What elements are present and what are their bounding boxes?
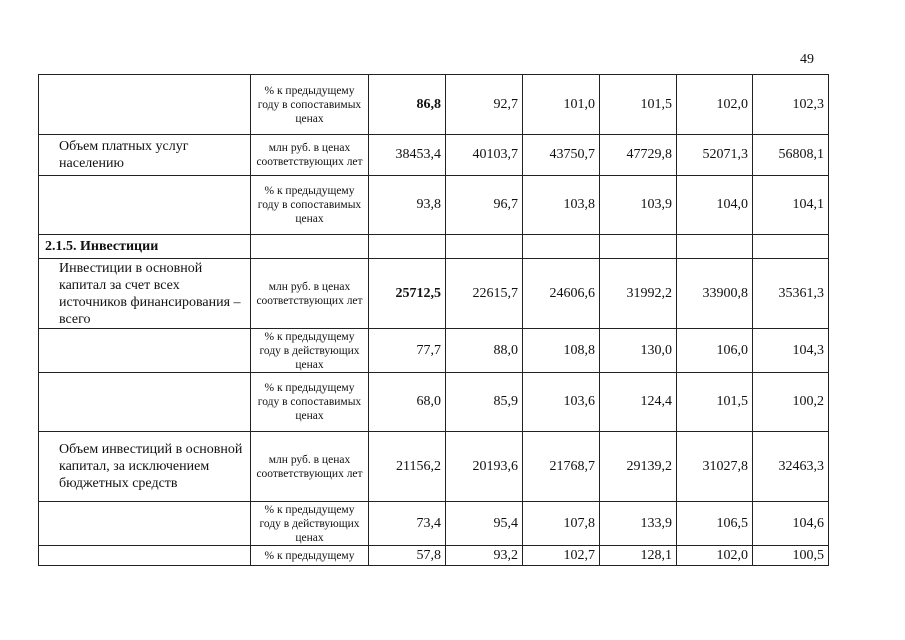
value-cell: 101,5 <box>677 373 753 432</box>
value-cell: 95,4 <box>446 502 523 546</box>
value-cell: 32463,3 <box>753 432 829 502</box>
unit-cell <box>251 235 369 259</box>
value-cell: 101,5 <box>600 75 677 135</box>
table-row <box>39 259 829 329</box>
value-cell: 56808,1 <box>753 135 829 176</box>
value-cell: 100,2 <box>753 373 829 432</box>
value-cell: 31027,8 <box>677 432 753 502</box>
value-cell: 86,8 <box>369 75 446 135</box>
value-cell: 52071,3 <box>677 135 753 176</box>
value-cell: 22615,7 <box>446 259 523 329</box>
value-cell: 101,0 <box>523 75 600 135</box>
value-cell: 93,2 <box>446 546 523 566</box>
value-cell: 33900,8 <box>677 259 753 329</box>
indicator-name: Объем платных услуг населению <box>59 139 189 171</box>
value-cell: 88,0 <box>446 329 523 373</box>
indicator-name-cell <box>39 75 251 135</box>
value-cell: 57,8 <box>369 546 446 566</box>
value-cell: 106,5 <box>677 502 753 546</box>
value-cell <box>446 235 523 259</box>
value-cell: 20193,6 <box>446 432 523 502</box>
value-cell: 77,7 <box>369 329 446 373</box>
value-cell: 40103,7 <box>446 135 523 176</box>
indicator-name-cell <box>39 373 251 432</box>
table-row <box>39 373 829 432</box>
unit-cell: млн руб. в ценах соответствующих лет <box>251 432 369 502</box>
value-cell: 73,4 <box>369 502 446 546</box>
page-number: 49 <box>800 52 814 67</box>
value-cell: 21768,7 <box>523 432 600 502</box>
unit-cell: млн руб. в ценах соответствующих лет <box>251 259 369 329</box>
indicator-name-cell <box>39 176 251 235</box>
value-cell: 38453,4 <box>369 135 446 176</box>
indicator-name-cell <box>39 259 251 329</box>
value-cell: 130,0 <box>600 329 677 373</box>
table-row <box>39 135 829 176</box>
value-cell: 103,6 <box>523 373 600 432</box>
value-cell: 85,9 <box>446 373 523 432</box>
table-row <box>39 502 829 546</box>
indicator-name-cell <box>39 329 251 373</box>
table-row <box>39 432 829 502</box>
value-cell: 107,8 <box>523 502 600 546</box>
value-cell: 47729,8 <box>600 135 677 176</box>
value-cell: 96,7 <box>446 176 523 235</box>
value-cell: 103,8 <box>523 176 600 235</box>
indicator-name-cell <box>39 432 251 502</box>
unit-cell: % к предыдущему году в действующих ценах <box>251 329 369 373</box>
value-cell: 108,8 <box>523 329 600 373</box>
section-title: 2.1.5. Инвестиции <box>39 235 251 259</box>
value-cell <box>369 235 446 259</box>
value-cell: 104,1 <box>753 176 829 235</box>
value-cell: 104,6 <box>753 502 829 546</box>
value-cell: 92,7 <box>446 75 523 135</box>
value-cell <box>600 235 677 259</box>
value-cell: 128,1 <box>600 546 677 566</box>
unit-cell: млн руб. в ценах соответствующих лет <box>251 135 369 176</box>
value-cell: 24606,6 <box>523 259 600 329</box>
table-row <box>39 546 829 566</box>
value-cell: 103,9 <box>600 176 677 235</box>
unit-cell: % к предыдущему году в сопоставимых ценах <box>251 373 369 432</box>
value-cell: 35361,3 <box>753 259 829 329</box>
unit-cell: % к предыдущему году в сопоставимых ценах <box>251 75 369 135</box>
unit-cell: % к предыдущему году в сопоставимых ценах <box>251 176 369 235</box>
value-cell: 29139,2 <box>600 432 677 502</box>
value-cell: 93,8 <box>369 176 446 235</box>
value-cell: 102,0 <box>677 546 753 566</box>
table-row <box>39 176 829 235</box>
value-cell <box>753 235 829 259</box>
indicator-name-cell <box>39 502 251 546</box>
value-cell: 21156,2 <box>369 432 446 502</box>
value-cell: 133,9 <box>600 502 677 546</box>
table-row <box>39 329 829 373</box>
value-cell: 106,0 <box>677 329 753 373</box>
value-cell: 68,0 <box>369 373 446 432</box>
indicator-name: Инвестиции в основной капитал за счет всех источников финансирования – всего <box>59 260 241 327</box>
value-cell: 43750,7 <box>523 135 600 176</box>
value-cell: 25712,5 <box>369 259 446 329</box>
value-cell: 102,0 <box>677 75 753 135</box>
value-cell <box>523 235 600 259</box>
indicator-name: Объем инвестиций в основной капитал, за исключением бюджетных средств <box>59 442 243 491</box>
value-cell: 104,3 <box>753 329 829 373</box>
value-cell: 124,4 <box>600 373 677 432</box>
value-cell: 102,7 <box>523 546 600 566</box>
indicator-name-cell <box>39 546 251 566</box>
indicator-name-cell <box>39 135 251 176</box>
section-row <box>39 235 829 259</box>
value-cell <box>677 235 753 259</box>
value-cell: 102,3 <box>753 75 829 135</box>
table-row <box>39 75 829 135</box>
indicators-table <box>38 74 829 566</box>
unit-cell: % к предыдущему году в действующих ценах <box>251 502 369 546</box>
value-cell: 104,0 <box>677 176 753 235</box>
value-cell: 31992,2 <box>600 259 677 329</box>
unit-cell: % к предыдущему <box>251 546 369 566</box>
value-cell: 100,5 <box>753 546 829 566</box>
